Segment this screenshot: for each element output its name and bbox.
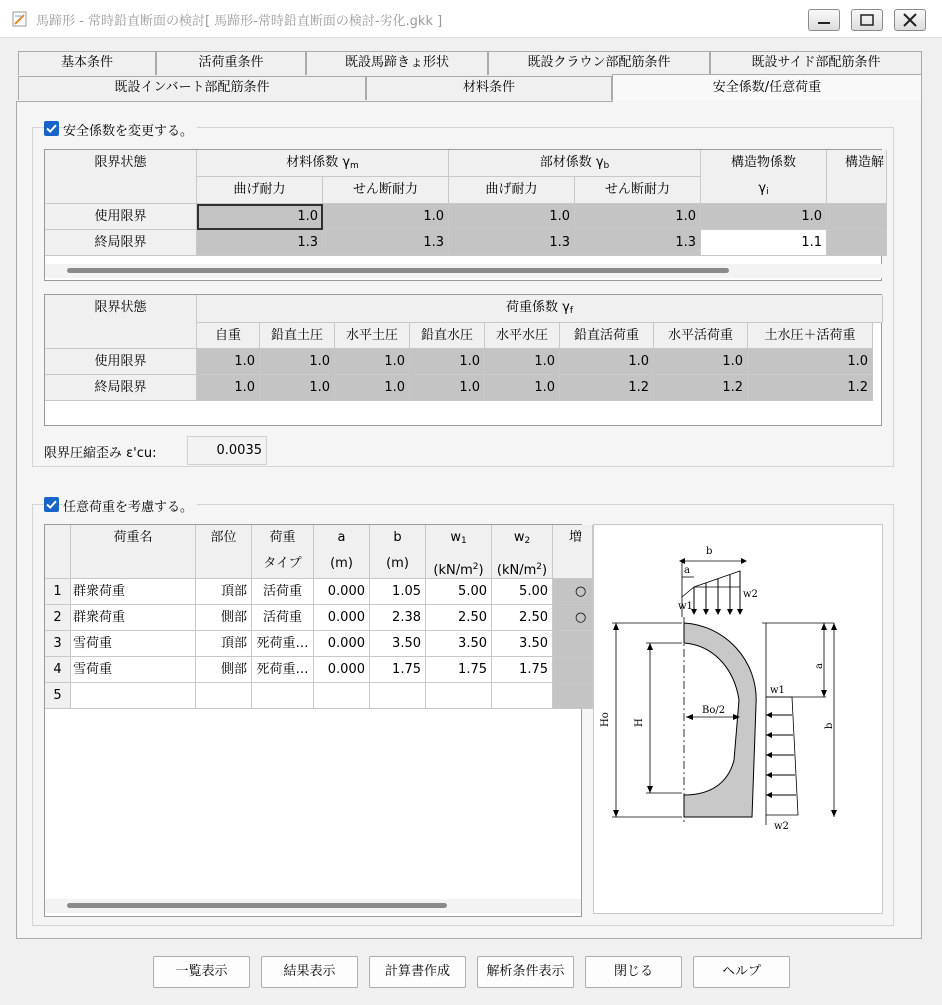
cell-service-load-6[interactable]: 1.0 [654,349,748,375]
header-horizontal-water: 水平水圧 [485,323,560,349]
header-b: b (m) [370,525,426,579]
arbitrary-load-table [44,524,587,917]
cell-ultimate-load-0[interactable]: 1.0 [197,375,260,401]
cell-part[interactable]: 側部 [196,657,252,683]
header-vertical-earth: 鉛直土圧 [260,323,335,349]
header-increase: 増 [553,525,593,579]
row-number: 1 [45,579,71,605]
load-factor-table [44,294,882,426]
cell-b[interactable]: 1.75 [370,657,426,683]
header-load-type: 荷重 タイプ [252,525,314,579]
header-vertical-live: 鉛直活荷重 [560,323,654,349]
row-header-ultimate-2: 終局限界 [45,375,197,401]
tab-live-load[interactable]: 活荷重条件 [156,51,306,75]
label-b-top: b [706,546,713,557]
header-self-weight: 自重 [197,323,260,349]
cell-service-material-bend[interactable]: 1.0 [197,204,323,230]
cell-load-name[interactable]: 雪荷重 [71,657,196,683]
report-create-button[interactable]: 計算書作成 [369,956,466,988]
header-limit-state-2: 限界状態 [45,295,197,349]
cell-w1[interactable]: 5.00 [426,579,492,605]
cell-service-load-5[interactable]: 1.0 [560,349,654,375]
cell-service-analysis[interactable] [827,204,887,230]
tab-side-rebar[interactable]: 既設サイド部配筋条件 [710,51,922,75]
header-a: a (m) [314,525,370,579]
cell-part[interactable]: 側部 [196,605,252,631]
label-w1-side: w1 [770,685,785,696]
safety-checkbox-label: 安全係数を変更する。 [63,120,197,139]
cell-ultimate-analysis[interactable] [827,230,887,256]
header-corner [45,525,71,579]
minimize-button[interactable] [808,9,840,31]
cell-load-name[interactable]: 雪荷重 [71,631,196,657]
table1-scroll-thumb[interactable] [67,268,729,273]
header-member-factor: 部材係数 $\gamma_b$ [449,150,701,177]
cell-load-type[interactable]: 活荷重 [252,579,314,605]
cell-increase[interactable]: ○ [553,579,593,605]
safety-factor-table [44,149,885,281]
strain-label: 限界圧縮歪み ε'cu: [44,446,157,461]
cell-increase[interactable] [553,631,593,657]
tab-safety-factors[interactable]: 安全係数/任意荷重 [612,74,922,102]
row-header-service: 使用限界 [45,204,197,230]
cell-load-name[interactable]: 群衆荷重 [71,605,196,631]
cell-ultimate-load-7[interactable]: 1.2 [748,375,873,401]
row-header-ultimate: 終局限界 [45,230,197,256]
cell-service-load-3[interactable]: 1.0 [410,349,485,375]
header-load-factor: 荷重係数 $\gamma_f$ [197,295,883,323]
cell-ultimate-load-2[interactable]: 1.0 [335,375,410,401]
header-load-name: 荷重名 [71,525,196,579]
label-w2-side: w2 [774,821,789,832]
cell-a[interactable]: 0.000 [314,579,370,605]
label-bo2: Bo/2 [702,705,726,716]
header-limit-state: 限界状態 [45,150,197,204]
header-vertical-water: 鉛直水圧 [410,323,485,349]
row-header-service-2: 使用限界 [45,349,197,375]
cell-service-load-0[interactable]: 1.0 [197,349,260,375]
header-horizontal-live: 水平活荷重 [654,323,748,349]
cell-a[interactable] [314,683,370,709]
cell-w2[interactable]: 5.00 [492,579,553,605]
tab-material[interactable]: 材料条件 [366,76,612,100]
label-w1-top: w1 [678,601,693,612]
label-a-side: a [814,663,825,669]
load-table-hscrollbar[interactable] [45,899,581,913]
header-structure-analysis: 構造解 [827,150,887,204]
cell-w1[interactable]: 3.50 [426,631,492,657]
label-ho: Ho [600,712,611,727]
tab-basic-conditions[interactable]: 基本条件 [18,51,156,75]
cell-ultimate-load-1[interactable]: 1.0 [260,375,335,401]
cell-a[interactable]: 0.000 [314,605,370,631]
cell-ultimate-load-4[interactable]: 1.0 [485,375,560,401]
cell-ultimate-structure[interactable]: 1.1 [701,230,827,256]
header-horizontal-earth: 水平土圧 [335,323,410,349]
cell-load-name[interactable] [71,683,196,709]
header-member-bend: 曲げ耐力 [449,177,575,204]
result-view-button[interactable]: 結果表示 [261,956,358,988]
cell-load-type[interactable]: 死荷重… [252,657,314,683]
row-number: 2 [45,605,71,631]
cell-b[interactable]: 3.50 [370,631,426,657]
cell-w2[interactable]: 1.75 [492,657,553,683]
tab-existing-shape[interactable]: 既設馬蹄きょ形状 [306,51,488,75]
label-h: H [634,718,645,727]
tab-crown-rebar[interactable]: 既設クラウン部配筋条件 [488,51,710,75]
row-number: 3 [45,631,71,657]
row-number: 4 [45,657,71,683]
cell-part[interactable]: 頂部 [196,579,252,605]
cell-ultimate-material-bend[interactable]: 1.3 [197,230,323,256]
cell-load-name[interactable]: 群衆荷重 [71,579,196,605]
cell-increase[interactable] [553,683,593,709]
cell-b[interactable]: 1.05 [370,579,426,605]
cell-service-load-4[interactable]: 1.0 [485,349,560,375]
header-combined: 土水圧＋活荷重 [748,323,873,349]
tab-invert-rebar[interactable]: 既設インバート部配筋条件 [18,76,366,100]
cell-a[interactable]: 0.000 [314,657,370,683]
cell-service-member-bend[interactable]: 1.0 [449,204,575,230]
header-part: 部位 [196,525,252,579]
cell-load-type[interactable]: 活荷重 [252,605,314,631]
cell-ultimate-member-shear[interactable]: 1.3 [575,230,701,256]
header-material-bend: 曲げ耐力 [197,177,323,204]
load-table-scroll-thumb[interactable] [67,903,447,908]
load-diagram [593,524,883,914]
label-w2-top: w2 [743,589,758,600]
cell-service-load-7[interactable]: 1.0 [748,349,873,375]
cell-service-load-2[interactable]: 1.0 [335,349,410,375]
cell-b[interactable]: 2.38 [370,605,426,631]
window-title: 馬蹄形 - 常時鉛直断面の検討[ 馬蹄形-常時鉛直断面の検討-劣化.gkk ] [36,14,443,29]
table1-hscrollbar[interactable] [45,264,883,278]
maximize-button[interactable] [851,9,883,31]
cell-b[interactable] [370,683,426,709]
cell-service-load-1[interactable]: 1.0 [260,349,335,375]
cell-ultimate-member-bend[interactable]: 1.3 [449,230,575,256]
cell-load-type[interactable] [252,683,314,709]
cell-part[interactable]: 頂部 [196,631,252,657]
close-window-button[interactable] [894,9,926,31]
cell-w1[interactable]: 1.75 [426,657,492,683]
cell-ultimate-load-6[interactable]: 1.2 [654,375,748,401]
safety-checkbox[interactable] [44,121,59,136]
cell-w1[interactable] [426,683,492,709]
cell-w2[interactable]: 2.50 [492,605,553,631]
list-view-button[interactable]: 一覧表示 [153,956,250,988]
header-structure-factor: 構造物係数 $\gamma_i$ [701,150,827,204]
cell-service-member-shear[interactable]: 1.0 [575,204,701,230]
app-icon [12,11,28,27]
help-button[interactable]: ヘルプ [693,956,790,988]
cell-w2[interactable] [492,683,553,709]
cell-load-type[interactable]: 死荷重… [252,631,314,657]
close-button[interactable]: 閉じる [585,956,682,988]
cell-ultimate-load-5[interactable]: 1.2 [560,375,654,401]
header-w1: $w_1$ $(kN/m^2)$ [426,525,492,579]
cell-service-structure[interactable]: 1.0 [701,204,827,230]
cell-part[interactable] [196,683,252,709]
cell-ultimate-material-shear[interactable]: 1.3 [323,230,449,256]
header-material-shear: せん断耐力 [323,177,449,204]
header-member-shear: せん断耐力 [575,177,701,204]
label-b-side: b [824,722,835,729]
analysis-conditions-button[interactable]: 解析条件表示 [477,956,574,988]
cell-a[interactable]: 0.000 [314,631,370,657]
cell-increase[interactable] [553,657,593,683]
cell-service-material-shear[interactable]: 1.0 [323,204,449,230]
label-a-top: a [684,565,690,576]
cell-ultimate-load-3[interactable]: 1.0 [410,375,485,401]
cell-increase[interactable]: ○ [553,605,593,631]
cell-w2[interactable]: 3.50 [492,631,553,657]
row-number: 5 [45,683,71,709]
strain-input[interactable]: 0.0035 [187,436,267,465]
arbitrary-load-checkbox[interactable] [44,497,59,512]
title-bar [0,0,942,38]
header-material-factor: 材料係数 $\gamma_m$ [197,150,449,177]
arbitrary-load-checkbox-label: 任意荷重を考慮する。 [63,496,197,515]
cell-w1[interactable]: 2.50 [426,605,492,631]
header-w2: $w_2$ $(kN/m^2)$ [492,525,553,579]
active-tab-joint [613,101,921,103]
